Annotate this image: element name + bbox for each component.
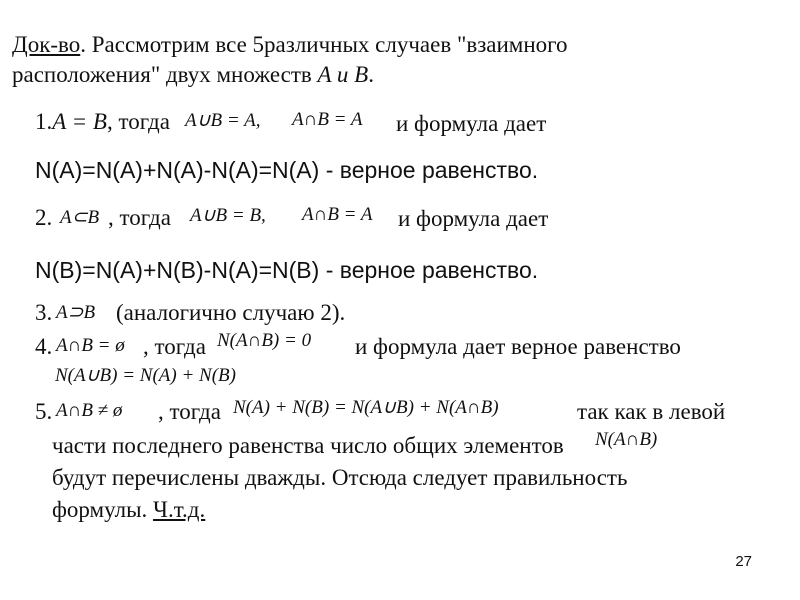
case1-line (35, 109, 170, 135)
case5-then: , тогда (158, 399, 221, 424)
qed-label: Ч.т.д. (153, 497, 206, 522)
case5-text-1: так как в левой (577, 399, 726, 424)
case4-gives: и формула дает верное равенство (355, 334, 681, 359)
title-sets: A и B (317, 62, 369, 87)
proof-label: Док-во (12, 32, 81, 57)
page-number: 27 (735, 553, 752, 570)
case2-equality: N(B)=N(A)+N(B)-N(A)=N(B) - верное равенство. (35, 257, 539, 283)
case3-num: 3. (35, 300, 53, 325)
case4-cond: A∩B = ø (56, 335, 125, 356)
case2-cond: A⊂B (60, 207, 100, 228)
case1-equality: N(A)=N(A)+N(A)-N(A)=N(A) - верное равенство. (35, 157, 539, 183)
case1-num: 1. (35, 109, 53, 134)
case2-num: 2. (35, 205, 53, 230)
case5-text-3: будут перечислены дважды. Отсюда следует правильность (52, 465, 628, 490)
case1-formula-intersection: A∩B = A (292, 109, 363, 130)
case5-cond: A∩B ≠ ø (56, 400, 123, 421)
title-text-1: . Рассмотрим все 5различных случаев "взаимного (80, 32, 568, 57)
case2-then: , тогда (108, 205, 171, 230)
case2-formula-intersection: A∩B = A (302, 204, 373, 225)
case5-common-formula: N(A∩B) (595, 429, 658, 450)
case4-then: , тогда (143, 334, 206, 359)
case4-equality-formula: N(A∪B) = N(A) + N(B) (55, 365, 236, 386)
case3-text: (аналогично случаю 2). (116, 300, 346, 325)
case1-gives: и формула дает (396, 111, 547, 136)
title-line-1 (12, 32, 568, 58)
title-text-2: расположения" двух множеств (12, 62, 318, 87)
case4-formula: N(A∩B) = 0 (217, 330, 312, 351)
title-end: . (368, 62, 374, 87)
case5-num: 5. (35, 399, 53, 424)
case5-text-4 (52, 497, 205, 523)
case1-formula-union: A∪B = A, (185, 110, 261, 131)
case3-cond: A⊃B (56, 302, 96, 323)
case1-cond: A = B (52, 109, 107, 134)
title-line-2 (12, 62, 374, 88)
case2-gives: и формула дает (398, 206, 549, 231)
case1-then: , тогда (106, 109, 170, 134)
case4-num: 4. (35, 334, 53, 359)
case5-formula: N(A) + N(B) = N(A∪B) + N(A∩B) (233, 397, 499, 418)
case5-formula-word: формулы. (52, 497, 154, 522)
case5-text-2: части последнего равенства число общих элементов (52, 433, 564, 458)
case2-formula-union: A∪B = B, (190, 205, 266, 226)
